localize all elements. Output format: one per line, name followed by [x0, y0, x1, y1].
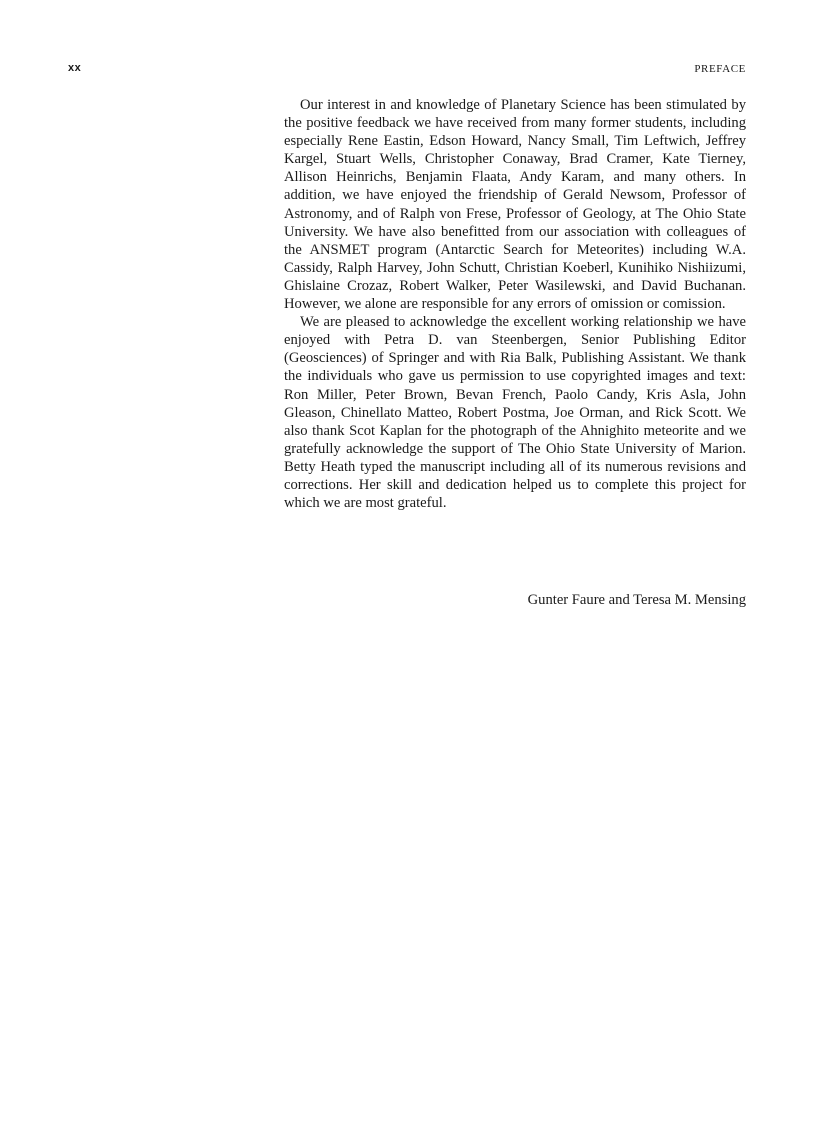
- signature: Gunter Faure and Teresa M. Mensing: [527, 592, 746, 608]
- body-text: [284, 96, 746, 512]
- paragraph-acknowledgements-publisher: We are pleased to acknowledge the excellent working relationship we have enjoyed with Petra D. van Steenbergen, Senior Publishing Editor (Geosciences) of Springer and with Ria Balk, Publishing Assistant. We thank the individuals who gave us permission to use copyrighted images and text: Ron Miller, Peter Brown, Bevan French, Paolo Candy, Kris Asla, John Gleason, Chinellato Matteo, Robert Postma, Joe Orman, and Rick Scott. We also thank Scot Kaplan for the photograph of the Ahnighito meteorite and we gratefully acknowledge the support of The Ohio State University of Marion. Betty Heath typed the manuscript including all of its numerous revisions and corrections. Her skill and dedication helped us to complete this project for which we are most grateful.: [284, 314, 746, 512]
- page-number: xx: [68, 62, 82, 74]
- running-head: PREFACE: [694, 63, 746, 75]
- paragraph-acknowledgements-students: Our interest in and knowledge of Planetary Science has been stimulated by the positive feedback we have received from many former students, including especially Rene Eastin, Edson Howard, Nancy Small, Tim Leftwich, Jeffrey Kargel, Stuart Wells, Christopher Conaway, Brad Cramer, Kate Tierney, Allison Heinrichs, Benjamin Flaata, Andy Karam, and many others. In addition, we have enjoyed the friendship of Gerald Newsom, Professor of Astronomy, and of Ralph von Frese, Professor of Geology, at The Ohio State University. We have also benefitted from our association with colleagues of the ANSMET program (Antarctic Search for Meteorites) including W.A. Cassidy, Ralph Harvey, John Schutt, Christian Koeberl, Kunihiko Nishiizumi, Ghislaine Crozaz, Robert Walker, Peter Wasilewski, and David Buchanan. However, we alone are responsible for any errors of omission or comission.: [284, 97, 746, 313]
